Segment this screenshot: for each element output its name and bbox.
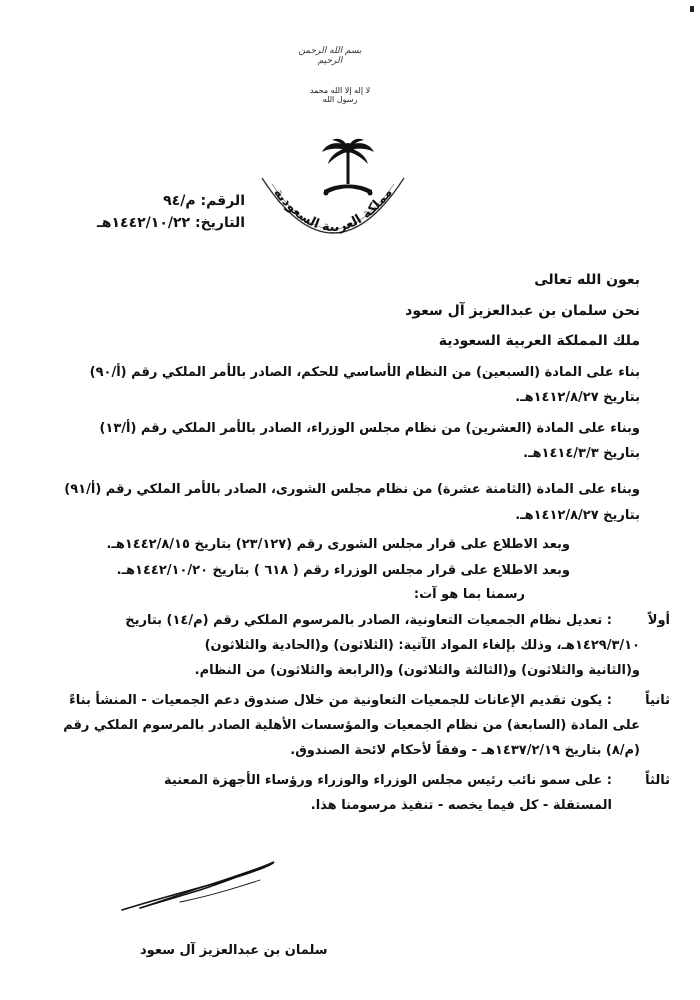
article-3-line1: : على سمو نائب رئيس مجلس الوزراء والوزراء ورؤساء الأجهزة المعنية (164, 773, 612, 788)
invocation: بعون الله تعالى (534, 272, 640, 288)
recital-3-line2: بتاريخ ١٤١٢/٨/٢٧هـ. (515, 508, 640, 523)
decree-intro: رسمنا بما هو آت: (413, 587, 525, 602)
seal-text: مملكة العربية السعودية (270, 185, 396, 236)
article-2-line3: (م/٨) بتاريخ ١٤٣٧/٢/١٩هـ - وفقاً لأحكام لائحة الصندوق. (290, 743, 640, 758)
article-1-label: أولاً (647, 613, 670, 628)
review-shura: وبعد الاطلاع على قرار مجلس الشورى رقم (٢٣/١٢٧) بتاريخ ١٤٤٢/٨/١٥هـ. (106, 537, 570, 552)
handwritten-signature (120, 858, 280, 918)
king-line: نحن سلمان بن عبدالعزيز آل سعود (405, 303, 640, 319)
recital-2-line2: بتاريخ ١٤١٤/٣/٣هـ. (523, 446, 640, 461)
article-2-line1: : يكون تقديم الإعانات للجمعيات التعاونية من خلال صندوق دعم الجمعيات - المنشأ بناءً (69, 693, 612, 708)
svg-text:مملكة العربية السعودية (270, 185, 395, 235)
reference-date: التاريخ: ١٤٤٢/١٠/٢٢هـ (97, 215, 245, 231)
article-3-line2: المستقلة - كل فيما يخصه - تنفيذ مرسومنا هذا. (310, 798, 612, 813)
recital-1-line1: بناء على المادة (السبعين) من النظام الأساسي للحكم، الصادر بالأمر الملكي رقم (أ/٩٠) (89, 365, 640, 380)
review-cabinet: وبعد الاطلاع على قرار مجلس الوزراء رقم ( ٦١٨ ) بتاريخ ١٤٤٢/١٠/٢٠هـ. (116, 563, 570, 578)
basmala-calligraphy: بسم الله الرحمن الرحيم (298, 46, 362, 66)
article-2-line2: على المادة (السابعة) من نظام الجمعيات والمؤسسات الأهلية الصادر بالمرسوم الملكي رقم (63, 718, 640, 733)
article-1-line1: : تعديل نظام الجمعيات التعاونية، الصادر بالمرسوم الملكي رقم (م/١٤) بتاريخ (125, 613, 612, 628)
article-1-line2: ١٤٢٩/٣/١٠هـ، وذلك بإلغاء المواد الآتية: (الثلاثون) و(الحادية والثلاثون) (204, 638, 640, 653)
reference-number: الرقم: م/٩٤ (163, 193, 245, 209)
recital-3-line1: وبناء على المادة (الثامنة عشرة) من نظام مجلس الشورى، الصادر بالأمر الملكي رقم (أ/٩١) (64, 482, 640, 497)
shahada-calligraphy: لا إله إلا الله محمد رسول الله (309, 86, 371, 104)
recital-1-line2: بتاريخ ١٤١٢/٨/٢٧هـ. (515, 390, 640, 405)
kingdom-seal (258, 170, 408, 260)
article-3-label: ثالثاً (645, 773, 670, 788)
article-1-line3: و(الثانية والثلاثون) و(الثالثة والثلاثون) و(الرابعة والثلاثون) من النظام. (194, 663, 640, 678)
article-2-label: ثانياً (645, 693, 670, 708)
corner-mark (690, 6, 694, 12)
signer-name: سلمان بن عبدالعزيز آل سعود (140, 943, 328, 958)
kingdom-line: ملك المملكة العربية السعودية (438, 333, 640, 349)
recital-2-line1: وبناء على المادة (العشرين) من نظام مجلس الوزراء، الصادر بالأمر الملكي رقم (أ/١٣) (99, 421, 640, 436)
reference-block (85, 190, 245, 234)
